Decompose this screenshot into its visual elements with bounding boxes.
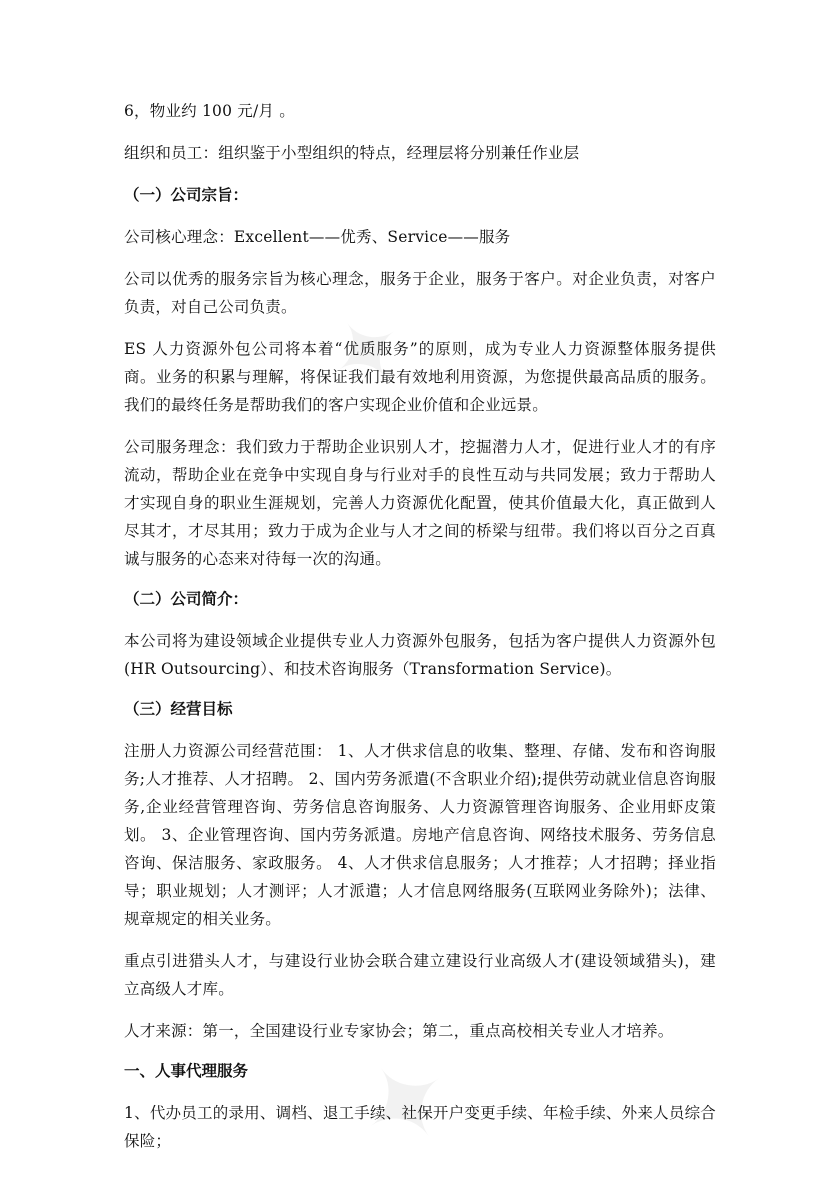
body-paragraph: 公司以优秀的服务宗旨为核心理念，服务于企业，服务于客户。对企业负责，对客户负责，对自己公司负责。: [124, 270, 716, 316]
body-paragraph: 6，物业约 100 元/月 。: [124, 102, 295, 120]
body-paragraph: 注册人力资源公司经营范围： 1、人才供求信息的收集、整理、存储、发布和咨询服务;人才推荐、人才招聘。 2、国内劳务派遣(不含职业介绍);提供劳动就业信息咨询服务,企业经营管理咨询、劳务信息咨询服务、人力资源管理咨询服务、企业用虾皮策划。 3、企业管理咨询、国内劳务派遣。房地产信息咨询、网络技术服务、劳务信息咨询、保洁服务、家政服务。 4、人才供求信息服务；人才推荐；人才招聘；择业指导；职业规划；人才测评；人才派遣；人才信息网络服务(互联网业务除外)；法律、规章规定的相关业务。: [124, 742, 716, 928]
body-paragraph: 本公司将为建设领域企业提供专业人力资源外包服务，包括为客户提供人力资源外包(HR Outsourcing）、和技术咨询服务（Transformation Service)。: [124, 632, 716, 678]
body-paragraph: 重点引进猎头人才，与建设行业协会联合建立建设行业高级人才(建设领域猎头)，建立高级人才库。: [124, 952, 716, 998]
section-heading: （二）公司简介：: [124, 590, 249, 608]
body-paragraph: 人才来源：第一，全国建设行业专家协会；第二，重点高校相关专业人才培养。: [124, 1022, 674, 1040]
body-paragraph: 公司服务理念：我们致力于帮助企业识别人才，挖掘潜力人才，促进行业人才的有序流动，帮助企业在竞争中实现自身与行业对手的良性互动与共同发展；致力于帮助人才实现自身的职业生涯规划，完善人力资源优化配置，使其价值最大化，真正做到人尽其才，才尽其用；致力于成为企业与人才之间的桥梁与纽带。我们将以百分之百真诚与服务的心态来对待每一次的沟通。: [124, 438, 716, 568]
watermark-mark: ✦: [331, 1025, 481, 1183]
body-paragraph: 组织和员工：组织鉴于小型组织的特点，经理层将分别兼任作业层: [124, 144, 580, 162]
body-paragraph: 1、代办员工的录用、调档、退工手续、社保开户变更手续、年检手续、外来人员综合保险；: [124, 1104, 716, 1150]
watermark-mark: ✦: [306, 287, 429, 418]
section-heading: （一）公司宗旨：: [124, 186, 249, 204]
body-paragraph: ES 人力资源外包公司将本着“优质服务”的原则，成为专业人力资源整体服务提供商。业务的积累与理解，将保证我们最有效地利用资源，为您提供最高品质的服务。我们的最终任务是帮助我们的客户实现企业价值和企业远景。: [124, 340, 716, 414]
document-body: [124, 97, 716, 1155]
section-heading: 一、人事代理服务: [124, 1062, 249, 1080]
body-paragraph: 公司核心理念：Excellent——优秀、Service——服务: [124, 228, 511, 246]
section-heading: （三）经营目标: [124, 700, 233, 718]
